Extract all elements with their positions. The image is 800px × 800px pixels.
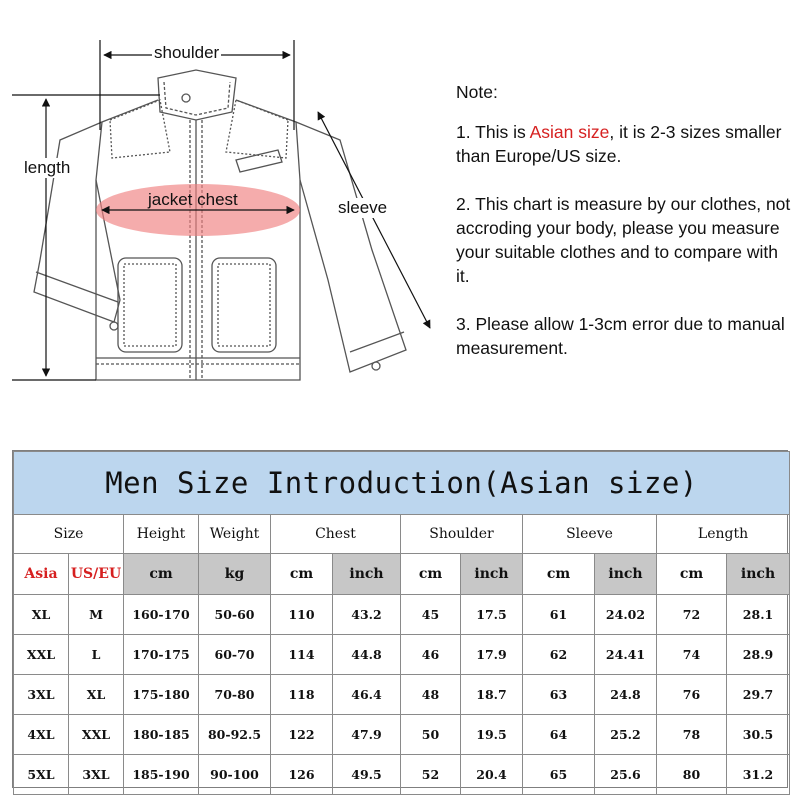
cell-asia: 3XL xyxy=(14,675,69,715)
cell-shoulder-inch: 18.7 xyxy=(461,675,523,715)
cell-chest-inch: 46.4 xyxy=(333,675,401,715)
cell-shoulder-cm: 52 xyxy=(401,755,461,795)
cell-chest-cm: 118 xyxy=(271,675,333,715)
unit-chest-cm: cm xyxy=(271,554,333,595)
cell-length-cm: 74 xyxy=(657,635,727,675)
header-size: Size xyxy=(14,515,124,554)
cell-asia: XXL xyxy=(14,635,69,675)
unit-shoulder-inch: inch xyxy=(461,554,523,595)
table-row xyxy=(14,715,790,755)
header-sleeve: Sleeve xyxy=(523,515,657,554)
cell-chest-cm: 114 xyxy=(271,635,333,675)
cell-sleeve-inch: 24.8 xyxy=(595,675,657,715)
cell-height: 175-180 xyxy=(124,675,199,715)
table-row xyxy=(14,755,790,795)
shoulder-label: shoulder xyxy=(154,43,220,62)
cell-sleeve-cm: 63 xyxy=(523,675,595,715)
cell-length-cm: 80 xyxy=(657,755,727,795)
unit-length-cm: cm xyxy=(657,554,727,595)
cell-length-inch: 29.7 xyxy=(727,675,790,715)
cell-weight: 50-60 xyxy=(199,595,271,635)
cell-sleeve-cm: 62 xyxy=(523,635,595,675)
cell-chest-inch: 43.2 xyxy=(333,595,401,635)
header-shoulder: Shoulder xyxy=(401,515,523,554)
header-length: Length xyxy=(657,515,790,554)
cell-weight: 90-100 xyxy=(199,755,271,795)
unit-sleeve-cm: cm xyxy=(523,554,595,595)
unit-shoulder-cm: cm xyxy=(401,554,461,595)
notes-title: Note: xyxy=(456,82,498,102)
cell-sleeve-cm: 61 xyxy=(523,595,595,635)
cell-length-cm: 76 xyxy=(657,675,727,715)
cell-chest-inch: 44.8 xyxy=(333,635,401,675)
cell-length-inch: 28.9 xyxy=(727,635,790,675)
cell-asia: 5XL xyxy=(14,755,69,795)
cell-height: 170-175 xyxy=(124,635,199,675)
length-label: length xyxy=(24,158,71,177)
header-chest: Chest xyxy=(271,515,401,554)
cell-length-cm: 78 xyxy=(657,715,727,755)
cell-weight: 70-80 xyxy=(199,675,271,715)
note-1 xyxy=(456,120,796,168)
note-1-suffix: , it is 2-3 sizes smaller than Europe/US size. xyxy=(456,122,782,166)
cell-length-inch: 28.1 xyxy=(727,595,790,635)
note-1-prefix: 1. This is xyxy=(456,122,530,142)
cell-height: 180-185 xyxy=(124,715,199,755)
unit-sleeve-inch: inch xyxy=(595,554,657,595)
cell-asia: 4XL xyxy=(14,715,69,755)
cell-sleeve-cm: 65 xyxy=(523,755,595,795)
cell-useu: XXL xyxy=(69,715,124,755)
cell-shoulder-inch: 17.5 xyxy=(461,595,523,635)
cell-shoulder-inch: 19.5 xyxy=(461,715,523,755)
cell-useu: L xyxy=(69,635,124,675)
cell-sleeve-cm: 64 xyxy=(523,715,595,755)
cell-weight: 60-70 xyxy=(199,635,271,675)
cell-shoulder-inch: 17.9 xyxy=(461,635,523,675)
table-row xyxy=(14,675,790,715)
cell-height: 185-190 xyxy=(124,755,199,795)
cell-shoulder-cm: 50 xyxy=(401,715,461,755)
table-header-row xyxy=(14,515,790,554)
sleeve-label: sleeve xyxy=(338,198,388,217)
note-1-highlight: Asian size xyxy=(529,122,610,142)
unit-length-inch: inch xyxy=(727,554,790,595)
unit-chest-inch: inch xyxy=(333,554,401,595)
table-row xyxy=(14,595,790,635)
header-height: Height xyxy=(124,515,199,554)
header-weight: Weight xyxy=(199,515,271,554)
table-title: Men Size Introduction(Asian size) xyxy=(14,452,790,515)
cell-shoulder-cm: 46 xyxy=(401,635,461,675)
cell-useu: 3XL xyxy=(69,755,124,795)
cell-useu: M xyxy=(69,595,124,635)
cell-sleeve-inch: 24.41 xyxy=(595,635,657,675)
cell-shoulder-cm: 48 xyxy=(401,675,461,715)
cell-length-cm: 72 xyxy=(657,595,727,635)
note-3: 3. Please allow 1-3cm error due to manual measurement. xyxy=(456,314,785,358)
cell-asia: XL xyxy=(14,595,69,635)
cell-chest-cm: 122 xyxy=(271,715,333,755)
unit-height-cm: cm xyxy=(124,554,199,595)
cell-useu: XL xyxy=(69,675,124,715)
jacket-chest-label: jacket chest xyxy=(148,190,238,209)
cell-shoulder-cm: 45 xyxy=(401,595,461,635)
table-row xyxy=(14,635,790,675)
unit-asia: Asia xyxy=(14,554,69,595)
cell-sleeve-inch: 25.6 xyxy=(595,755,657,795)
notes-panel xyxy=(456,80,796,384)
unit-weight-kg: kg xyxy=(199,554,271,595)
cell-length-inch: 30.5 xyxy=(727,715,790,755)
unit-useu: US/EU xyxy=(69,554,124,595)
cell-chest-inch: 49.5 xyxy=(333,755,401,795)
table-unit-row xyxy=(14,554,790,595)
cell-height: 160-170 xyxy=(124,595,199,635)
cell-length-inch: 31.2 xyxy=(727,755,790,795)
cell-sleeve-inch: 25.2 xyxy=(595,715,657,755)
cell-weight: 80-92.5 xyxy=(199,715,271,755)
note-2: 2. This chart is measure by our clothes, not accroding your body, please you measure your suitable clothes and to compare with it. xyxy=(456,194,791,286)
size-table xyxy=(12,450,788,788)
cell-chest-cm: 126 xyxy=(271,755,333,795)
cell-shoulder-inch: 20.4 xyxy=(461,755,523,795)
cell-sleeve-inch: 24.02 xyxy=(595,595,657,635)
cell-chest-inch: 47.9 xyxy=(333,715,401,755)
cell-chest-cm: 110 xyxy=(271,595,333,635)
